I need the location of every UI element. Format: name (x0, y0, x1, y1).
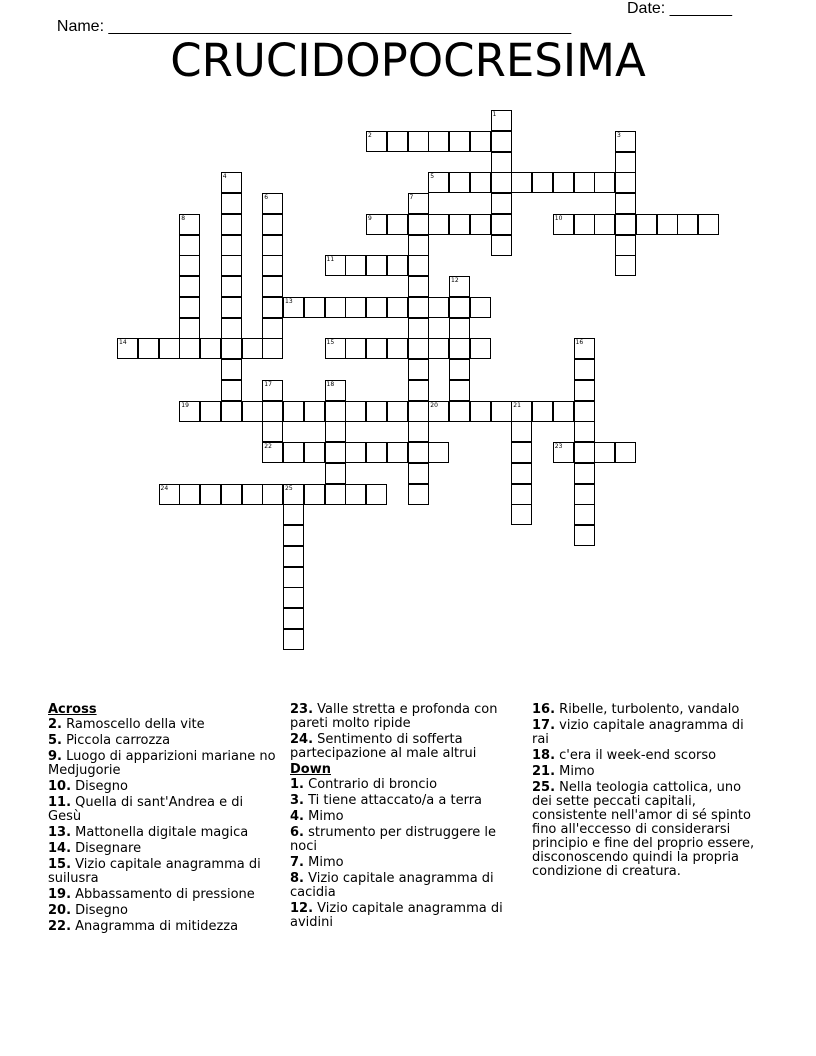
grid-cell[interactable] (615, 255, 636, 276)
grid-cell[interactable] (615, 235, 636, 256)
clue-number: 15 (326, 339, 335, 347)
grid-cell[interactable] (221, 484, 242, 505)
grid-cell[interactable] (574, 525, 595, 546)
grid-cell[interactable] (262, 297, 283, 318)
clue-text: Vizio capitale anagramma di suilusra (48, 857, 261, 886)
down-clue (532, 703, 764, 717)
clue-number: 23. (290, 702, 314, 717)
grid-cell[interactable] (408, 421, 429, 442)
clue-number: 10 (554, 214, 563, 222)
clue-text: Ramoscello della vite (61, 717, 205, 732)
grid-cell[interactable] (200, 484, 221, 505)
grid-cell[interactable] (221, 401, 242, 422)
grid-cell[interactable] (511, 463, 532, 484)
grid-cell[interactable] (449, 172, 470, 193)
clue-number: 16. (532, 702, 556, 717)
clue-text: Nella teologia cattolica, uno dei sette peccati capitali, consistente nell'amor di sé spinto fino all'eccesso di considerarsi principio e fine del proprio essere, disconoscendo quindi la propria condizione di creatura. (532, 780, 755, 879)
clues-column-3 (532, 703, 764, 881)
grid-cell[interactable] (221, 172, 242, 193)
grid-cell[interactable] (366, 131, 387, 152)
down-clue (290, 794, 522, 808)
grid-cell[interactable] (491, 193, 512, 214)
clue-text: Luogo di apparizioni mariane no Medjugorie (48, 749, 276, 778)
grid-cell[interactable] (574, 504, 595, 525)
grid-cell[interactable] (553, 442, 574, 463)
grid-cell[interactable] (262, 318, 283, 339)
clue-number: 11. (48, 795, 72, 810)
across-clue (48, 734, 280, 748)
clue-number: 16 (575, 339, 584, 347)
grid-cell[interactable] (262, 235, 283, 256)
grid-cell[interactable] (428, 401, 449, 422)
grid-cell[interactable] (491, 131, 512, 152)
grid-cell[interactable] (283, 401, 304, 422)
clue-text: Abbassamento di pressione (71, 887, 255, 902)
clue-text: strumento per distruggere le noci (290, 825, 497, 854)
grid-cell[interactable] (553, 172, 574, 193)
grid-cell[interactable] (408, 463, 429, 484)
across-clue (290, 703, 522, 731)
grid-cell[interactable] (387, 297, 408, 318)
grid-cell[interactable] (283, 546, 304, 567)
clue-number: 25 (285, 484, 293, 492)
grid-cell[interactable] (408, 338, 429, 359)
grid-cell[interactable] (449, 276, 470, 297)
down-clue (290, 856, 522, 870)
grid-cell[interactable] (366, 297, 387, 318)
clue-number: 14. (48, 841, 72, 856)
grid-cell[interactable] (574, 172, 595, 193)
clue-text: Valle stretta e profonda con pareti molto ripide (290, 702, 498, 731)
clue-number: 17. (532, 718, 556, 733)
down-clue (532, 749, 764, 763)
clue-number: 11 (326, 256, 335, 264)
clue-text: vizio capitale anagramma di rai (532, 718, 744, 747)
grid-cell[interactable] (221, 255, 242, 276)
grid-cell[interactable] (574, 442, 595, 463)
grid-cell[interactable] (262, 255, 283, 276)
clue-text: Ti tiene attaccato/a a terra (303, 793, 483, 808)
grid-cell[interactable] (262, 442, 283, 463)
clue-number: 7 (409, 194, 414, 201)
clues-column-1 (48, 703, 280, 936)
grid-cell[interactable] (179, 338, 200, 359)
clue-text: Mimo (303, 809, 344, 824)
grid-cell[interactable] (325, 297, 346, 318)
across-clue (48, 888, 280, 902)
grid-cell[interactable] (242, 338, 263, 359)
grid-cell[interactable] (511, 442, 532, 463)
grid-cell[interactable] (428, 338, 449, 359)
clue-number: 24. (290, 732, 314, 747)
down-heading: Down (290, 762, 331, 777)
grid-cell[interactable] (470, 131, 491, 152)
grid-cell[interactable] (657, 214, 678, 235)
grid-cell[interactable] (366, 484, 387, 505)
grid-cell[interactable] (262, 214, 283, 235)
clue-number: 22 (264, 443, 272, 450)
grid-cell[interactable] (532, 401, 553, 422)
grid-cell[interactable] (262, 380, 283, 401)
grid-cell[interactable] (408, 193, 429, 214)
grid-cell[interactable] (449, 359, 470, 380)
grid-cell[interactable] (470, 172, 491, 193)
grid-cell[interactable] (408, 401, 429, 422)
grid-cell[interactable] (594, 214, 615, 235)
clues-column-2 (290, 703, 522, 932)
across-clue (48, 920, 280, 934)
grid-cell[interactable] (325, 255, 346, 276)
grid-cell[interactable] (511, 504, 532, 525)
grid-cell[interactable] (262, 401, 283, 422)
clue-number: 3 (617, 131, 621, 139)
across-clue (48, 796, 280, 824)
grid-cell[interactable] (574, 401, 595, 422)
down-clue (290, 778, 522, 792)
grid-cell[interactable] (470, 401, 491, 422)
grid-cell[interactable] (698, 214, 719, 235)
clue-text: Contrario di broncio (303, 777, 438, 792)
grid-cell[interactable] (408, 235, 429, 256)
grid-cell[interactable] (283, 608, 304, 629)
grid-cell[interactable] (325, 442, 346, 463)
grid-cell[interactable] (387, 401, 408, 422)
grid-cell[interactable] (636, 214, 657, 235)
clue-text: Mattonella digitale magica (71, 825, 249, 840)
grid-cell[interactable] (615, 442, 636, 463)
grid-cell[interactable] (345, 442, 366, 463)
down-clue (290, 872, 522, 900)
clue-text: Ribelle, turbolento, vandalo (555, 702, 740, 717)
grid-cell[interactable] (553, 401, 574, 422)
clue-text: Anagramma di mitidezza (71, 919, 239, 934)
clue-text: Quella di sant'Andrea e di Gesù (48, 795, 244, 824)
clue-number: 21. (532, 764, 556, 779)
clue-text: Disegnare (71, 841, 142, 856)
grid-cell[interactable] (117, 338, 138, 359)
clue-number: 13 (285, 297, 293, 305)
clue-number: 8 (181, 214, 186, 222)
grid-cell[interactable] (325, 380, 346, 401)
grid-cell[interactable] (345, 338, 366, 359)
grid-cell[interactable] (408, 276, 429, 297)
across-clue (48, 780, 280, 794)
grid-cell[interactable] (574, 484, 595, 505)
clue-number: 24 (160, 484, 169, 492)
grid-cell[interactable] (283, 442, 304, 463)
grid-cell[interactable] (449, 131, 470, 152)
grid-cell[interactable] (408, 442, 429, 463)
clue-number: 20. (48, 903, 72, 918)
grid-cell[interactable] (304, 442, 325, 463)
clue-number: 1 (492, 111, 497, 118)
grid-cell[interactable] (345, 484, 366, 505)
clue-number: 9 (368, 214, 372, 222)
clue-number: 9. (48, 749, 62, 764)
grid-cell[interactable] (283, 484, 304, 505)
grid-cell[interactable] (491, 172, 512, 193)
grid-cell[interactable] (366, 255, 387, 276)
grid-cell[interactable] (449, 401, 470, 422)
clue-number: 25. (532, 780, 556, 795)
down-clue (532, 765, 764, 779)
grid-cell[interactable] (574, 421, 595, 442)
clue-text: c'era il week-end scorso (555, 748, 717, 763)
across-clue (290, 733, 522, 761)
grid-cell[interactable] (366, 338, 387, 359)
clue-text: Vizio capitale anagramma di avidini (290, 901, 503, 930)
clue-number: 21 (513, 401, 521, 409)
down-clue (290, 826, 522, 854)
grid-cell[interactable] (221, 193, 242, 214)
grid-cell[interactable] (200, 401, 221, 422)
grid-cell[interactable] (428, 214, 449, 235)
across-clue (48, 718, 280, 732)
grid-cell[interactable] (428, 131, 449, 152)
across-clue (48, 842, 280, 856)
grid-cell[interactable] (408, 297, 429, 318)
across-clue (48, 750, 280, 778)
grid-cell[interactable] (615, 152, 636, 173)
grid-cell[interactable] (408, 318, 429, 339)
grid-cell[interactable] (221, 297, 242, 318)
grid-cell[interactable] (491, 235, 512, 256)
grid-cell[interactable] (594, 442, 615, 463)
grid-cell[interactable] (159, 484, 180, 505)
date-field[interactable]: Date: _______ (627, 0, 732, 17)
grid-cell[interactable] (408, 380, 429, 401)
clue-number: 4 (222, 173, 227, 181)
grid-cell[interactable] (615, 214, 636, 235)
down-clue (290, 810, 522, 824)
clue-number: 20 (430, 401, 438, 409)
grid-cell[interactable] (408, 131, 429, 152)
grid-cell[interactable] (366, 442, 387, 463)
grid-cell[interactable] (366, 401, 387, 422)
grid-cell[interactable] (283, 525, 304, 546)
grid-cell[interactable] (408, 214, 429, 235)
grid-cell[interactable] (221, 235, 242, 256)
grid-cell[interactable] (262, 276, 283, 297)
clue-number: 12. (290, 901, 314, 916)
down-clue (290, 902, 522, 930)
clue-number: 1. (290, 777, 304, 792)
grid-cell[interactable] (408, 255, 429, 276)
grid-cell[interactable] (511, 401, 532, 422)
clue-number: 17 (264, 380, 272, 388)
grid-cell[interactable] (345, 401, 366, 422)
clue-number: 13. (48, 825, 72, 840)
clue-number: 18. (532, 748, 556, 763)
grid-cell[interactable] (366, 214, 387, 235)
grid-cell[interactable] (387, 338, 408, 359)
grid-cell[interactable] (574, 359, 595, 380)
grid-cell[interactable] (262, 421, 283, 442)
grid-cell[interactable] (491, 152, 512, 173)
clue-text: Mimo (555, 764, 595, 779)
grid-cell[interactable] (408, 484, 429, 505)
grid-cell[interactable] (262, 338, 283, 359)
grid-cell[interactable] (221, 318, 242, 339)
clue-number: 15. (48, 857, 72, 872)
clue-number: 18 (326, 380, 335, 388)
grid-cell[interactable] (325, 401, 346, 422)
clue-text: Disegno (71, 903, 129, 918)
puzzle-title: CRUCIDOPOCRESIMA (170, 34, 646, 87)
grid-cell[interactable] (615, 131, 636, 152)
clue-text: Vizio capitale anagramma di cacidia (290, 871, 494, 900)
grid-cell[interactable] (179, 484, 200, 505)
grid-cell[interactable] (428, 442, 449, 463)
grid-cell[interactable] (491, 214, 512, 235)
grid-cell[interactable] (221, 276, 242, 297)
grid-cell[interactable] (283, 504, 304, 525)
grid-cell[interactable] (179, 318, 200, 339)
grid-cell[interactable] (470, 338, 491, 359)
grid-cell[interactable] (449, 297, 470, 318)
clue-text: Piccola carrozza (61, 733, 171, 748)
clue-number: 6 (264, 194, 269, 201)
grid-cell[interactable] (511, 484, 532, 505)
grid-cell[interactable] (387, 214, 408, 235)
grid-cell[interactable] (221, 359, 242, 380)
grid-cell[interactable] (283, 587, 304, 608)
grid-cell[interactable] (387, 255, 408, 276)
grid-cell[interactable] (387, 442, 408, 463)
grid-cell[interactable] (283, 567, 304, 588)
across-heading: Across (48, 702, 97, 717)
grid-cell[interactable] (325, 484, 346, 505)
grid-cell[interactable] (304, 484, 325, 505)
grid-cell[interactable] (428, 297, 449, 318)
clue-number: 2. (48, 717, 62, 732)
clue-number: 19. (48, 887, 72, 902)
down-clue (532, 719, 764, 747)
grid-cell[interactable] (677, 214, 698, 235)
clue-number: 23 (554, 443, 563, 450)
grid-cell[interactable] (574, 214, 595, 235)
grid-cell[interactable] (491, 401, 512, 422)
grid-cell[interactable] (345, 255, 366, 276)
clue-text: Mimo (303, 855, 344, 870)
grid-cell[interactable] (242, 401, 263, 422)
clue-text: Disegno (71, 779, 129, 794)
grid-cell[interactable] (242, 484, 263, 505)
clue-number: 3. (290, 793, 304, 808)
grid-cell[interactable] (470, 297, 491, 318)
grid-cell[interactable] (449, 380, 470, 401)
grid-cell[interactable] (179, 401, 200, 422)
clue-number: 22. (48, 919, 72, 934)
grid-cell[interactable] (615, 193, 636, 214)
clue-number: 6. (290, 825, 304, 840)
clue-number: 2 (368, 131, 372, 139)
down-clue (532, 781, 764, 879)
clue-number: 5 (430, 173, 435, 181)
grid-cell[interactable] (449, 338, 470, 359)
grid-cell[interactable] (283, 297, 304, 318)
across-clue (48, 858, 280, 886)
grid-cell[interactable] (325, 421, 346, 442)
grid-cell[interactable] (615, 172, 636, 193)
clue-number: 12 (451, 277, 459, 284)
grid-cell[interactable] (325, 463, 346, 484)
grid-cell[interactable] (387, 131, 408, 152)
grid-cell[interactable] (221, 380, 242, 401)
grid-cell[interactable] (449, 214, 470, 235)
grid-cell[interactable] (179, 276, 200, 297)
grid-cell[interactable] (511, 172, 532, 193)
grid-cell[interactable] (304, 401, 325, 422)
grid-cell[interactable] (325, 338, 346, 359)
grid-cell[interactable] (449, 318, 470, 339)
grid-cell[interactable] (179, 255, 200, 276)
grid-cell[interactable] (345, 297, 366, 318)
grid-cell[interactable] (179, 214, 200, 235)
clue-number: 7. (290, 855, 304, 870)
across-clue (48, 904, 280, 918)
grid-cell[interactable] (262, 484, 283, 505)
grid-cell[interactable] (179, 235, 200, 256)
grid-cell[interactable] (262, 193, 283, 214)
clue-number: 8. (290, 871, 304, 886)
grid-cell[interactable] (304, 297, 325, 318)
grid-cell[interactable] (574, 463, 595, 484)
across-clue (48, 826, 280, 840)
grid-cell[interactable] (159, 338, 180, 359)
clue-number: 4. (290, 809, 304, 824)
name-field[interactable]: Name: ____________________________________________________ (56, 18, 572, 35)
grid-cell[interactable] (574, 338, 595, 359)
grid-cell[interactable] (283, 629, 304, 650)
grid-cell[interactable] (179, 297, 200, 318)
clue-number: 14 (119, 339, 127, 347)
grid-cell[interactable] (491, 110, 512, 131)
clue-number: 19 (181, 401, 189, 409)
clue-number: 10. (48, 779, 72, 794)
grid-cell[interactable] (408, 359, 429, 380)
grid-cell[interactable] (221, 214, 242, 235)
grid-cell[interactable] (138, 338, 159, 359)
clue-number: 5. (48, 733, 62, 748)
grid-cell[interactable] (428, 172, 449, 193)
grid-cell[interactable] (221, 338, 242, 359)
grid-cell[interactable] (532, 172, 553, 193)
grid-cell[interactable] (574, 380, 595, 401)
grid-cell[interactable] (553, 214, 574, 235)
grid-cell[interactable] (470, 214, 491, 235)
grid-cell[interactable] (511, 421, 532, 442)
grid-cell[interactable] (200, 338, 221, 359)
grid-cell[interactable] (594, 172, 615, 193)
clue-text: Sentimento di sofferta partecipazione al male altrui (290, 732, 477, 761)
